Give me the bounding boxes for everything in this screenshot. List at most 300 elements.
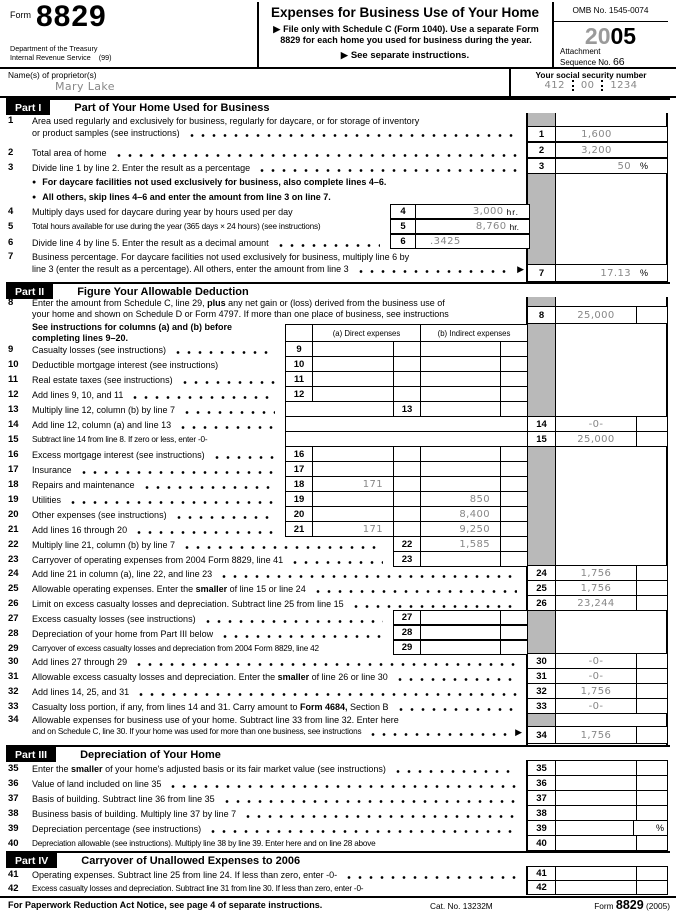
line-number: 2	[8, 147, 14, 158]
line-11-direct-input[interactable]	[312, 371, 394, 387]
line-17-direct-input[interactable]	[312, 461, 394, 477]
line-33-pre: Casualty loss portion, if any, from lines 14 and 31. Carry amount to	[32, 702, 300, 712]
dot-leader	[185, 546, 383, 549]
line-24-box	[527, 565, 668, 581]
line-5-row	[8, 221, 388, 233]
line-16-direct-cents[interactable]	[393, 446, 421, 462]
line-35-cents[interactable]	[636, 761, 667, 775]
line-39-row	[8, 823, 525, 835]
line-5-box	[390, 219, 530, 234]
line-25-value[interactable]: 1,756	[580, 582, 612, 594]
line-3-label: Divide line 1 by line 2. Enter the result as a percentage	[32, 163, 251, 173]
line-30-value[interactable]: -0-	[588, 655, 604, 667]
line-31-box	[527, 668, 668, 684]
line-4-value[interactable]: 3,000	[472, 206, 504, 217]
line-21-direct-input[interactable]	[312, 521, 394, 537]
dot-leader	[223, 635, 383, 638]
line-5-label: Total hours available for use during the year (365 days × 24 hours) (see instructions)	[32, 222, 321, 231]
line-40-cents[interactable]	[636, 836, 667, 850]
line-19-indirect-cents[interactable]	[500, 491, 528, 507]
line-33-label	[32, 701, 389, 713]
line-18-indirect-cents[interactable]	[500, 476, 528, 492]
arrow-icon: ▶	[517, 264, 524, 274]
line-27-row	[8, 613, 391, 625]
dot-leader	[190, 134, 519, 137]
line-number: 38	[8, 808, 19, 819]
line-35-input[interactable]	[556, 761, 636, 775]
line-26-boxno: 26	[528, 596, 556, 610]
line-number: 29	[8, 643, 19, 654]
line-20-indirect-cents[interactable]	[500, 506, 528, 522]
line-number: 5	[8, 221, 14, 232]
line-37-input[interactable]	[556, 791, 636, 805]
dot-leader	[225, 800, 517, 803]
line-40-box	[527, 835, 668, 851]
line-35-row	[8, 763, 525, 775]
line-9-direct-input[interactable]	[312, 341, 394, 357]
line-42-row	[8, 883, 525, 895]
line-29-boxno: 29	[393, 640, 421, 655]
line-17-indirect-cents[interactable]	[500, 461, 528, 477]
line-34-cents[interactable]	[636, 727, 667, 743]
line-20-boxno: 20	[285, 506, 313, 522]
line-8-cents[interactable]	[636, 307, 667, 323]
bullet-2-text: All others, skip lines 4–6 and enter the amount from line 3 on line 7.	[42, 192, 331, 202]
line-2-label: Total area of home	[32, 148, 107, 158]
line-16-boxno: 16	[285, 446, 313, 462]
dot-leader	[171, 785, 517, 788]
line-18-indirect-input[interactable]	[420, 476, 501, 492]
line-19-label: Utilities	[32, 495, 62, 505]
line-9-label: Casualty losses (see instructions)	[32, 345, 167, 355]
line-21-indirect-value[interactable]: 9,250	[459, 523, 490, 535]
line-13-indirect-cents[interactable]	[500, 401, 528, 417]
line-11-direct-cents[interactable]	[393, 371, 421, 387]
line-number: 6	[8, 237, 14, 248]
line-number: 35	[8, 763, 19, 774]
line-42-cents[interactable]	[636, 881, 667, 894]
line-8-post: any net gain or (loss) derived from the business use of	[225, 298, 445, 308]
line-16-indirect-input[interactable]	[420, 446, 501, 462]
see-note-text: See separate instructions.	[350, 50, 470, 61]
arrow-icon: ▶	[273, 24, 281, 34]
line-36-box	[527, 775, 668, 791]
bullet-icon: ●	[32, 193, 37, 201]
line-9-row	[8, 344, 283, 356]
line-11-indirect-input[interactable]	[420, 371, 501, 387]
line-number: 19	[8, 494, 19, 505]
line-36-row	[8, 778, 525, 790]
line-13-boxno: 13	[393, 401, 421, 417]
line-15-label: Subtract line 14 from line 8. If zero or less, enter -0-	[32, 435, 208, 444]
line-39-input[interactable]	[556, 821, 633, 835]
line-9-direct-cents[interactable]	[393, 341, 421, 357]
line-33-cents[interactable]	[636, 699, 667, 713]
line-12-label: Add lines 9, 10, and 11	[32, 390, 124, 400]
line-number: 3	[8, 162, 14, 173]
line-27-boxno: 27	[393, 610, 421, 625]
line-30-cents[interactable]	[636, 654, 667, 668]
part1-bar	[6, 98, 670, 115]
footer-form-year: (2005)	[646, 901, 670, 911]
line-31-post: of line 26 or line 30	[309, 672, 388, 682]
line-number: 23	[8, 554, 19, 565]
dot-leader	[139, 693, 517, 696]
line-9-indirect-cents[interactable]	[500, 341, 528, 357]
line-29-row	[8, 643, 391, 655]
spacer	[637, 127, 667, 141]
line-17-direct-cents[interactable]	[393, 461, 421, 477]
line-23-boxno: 23	[393, 551, 421, 567]
line-25-bold: smaller	[195, 584, 228, 594]
line-35-pre: Enter the	[32, 764, 72, 774]
line-1-value[interactable]: 1,600	[581, 128, 612, 140]
line-2-row	[8, 147, 527, 159]
line-38-boxno: 38	[528, 806, 556, 820]
sequence-number: 66	[612, 56, 625, 68]
line-15-value[interactable]: 25,000	[577, 433, 615, 445]
bullet-2	[32, 192, 331, 202]
omb-rule	[553, 21, 668, 22]
line-38-label: Business basis of building. Multiply line 37 by line 7	[32, 809, 237, 819]
line-12-direct-cents[interactable]	[393, 386, 421, 402]
line-21-label: Add lines 16 through 20	[32, 525, 128, 535]
bullet-icon: ●	[32, 178, 37, 186]
line-22-input[interactable]	[420, 536, 501, 552]
line-31-cents[interactable]	[636, 669, 667, 683]
line-6-boxno: 6	[391, 235, 416, 248]
dot-leader	[399, 708, 517, 711]
line-17-label: Insurance	[32, 465, 72, 475]
line-12-indirect-input[interactable]	[420, 386, 501, 402]
ssn-part-3[interactable]: 1234	[601, 80, 644, 91]
line-24-row	[8, 568, 525, 580]
line-16-direct-input[interactable]	[312, 446, 394, 462]
line-17-boxno: 17	[285, 461, 313, 477]
dot-leader	[293, 561, 383, 564]
line-19-direct-cents[interactable]	[393, 491, 421, 507]
line-18-direct-cents[interactable]	[393, 476, 421, 492]
line-15-box	[527, 431, 668, 447]
ssn-part-2[interactable]: 00	[572, 80, 602, 91]
line-10-row	[8, 359, 283, 371]
line-3-value[interactable]: 50	[617, 160, 631, 172]
part3-title: Depreciation of Your Home	[80, 748, 221, 761]
bullet-1-text: For daycare facilities not used exclusively for business, also complete lines 4–6.	[42, 177, 387, 187]
line-10-direct-cents[interactable]	[393, 356, 421, 372]
line-8-value[interactable]: 25,000	[577, 309, 615, 321]
part2-title: Figure Your Allowable Deduction	[77, 285, 249, 298]
line-38-input[interactable]	[556, 806, 636, 820]
dot-leader	[117, 154, 519, 157]
line-1-label: Area used regularly and exclusively for business, regularly for daycare, or for storage of inventory	[32, 116, 420, 126]
line-19-direct-input[interactable]	[312, 491, 394, 507]
line-22-value[interactable]: 1,585	[459, 538, 490, 550]
line-33-box	[527, 698, 668, 714]
line-22-cents[interactable]	[500, 536, 528, 552]
line-1-box	[527, 126, 668, 142]
line-1-row2	[8, 127, 527, 139]
line-4-box	[390, 204, 530, 219]
shaded-cell	[285, 416, 528, 432]
line-14-row	[8, 419, 283, 431]
line-42-input[interactable]	[556, 881, 636, 894]
line-33-value[interactable]: -0-	[588, 700, 604, 712]
line-6-label: Divide line 4 by line 5. Enter the result as a decimal amount	[32, 238, 269, 248]
omb-number: OMB No. 1545-0074	[572, 5, 649, 15]
line-13-row	[8, 404, 283, 416]
line-27-cents[interactable]	[500, 610, 528, 625]
form-number: 8829	[36, 0, 107, 33]
line-35-post: of your home's adjusted basis or its fair market value (see instructions)	[102, 764, 386, 774]
line-25-pre: Allowable operating expenses. Enter the	[32, 584, 196, 594]
line-16-indirect-cents[interactable]	[500, 446, 528, 462]
shaded-cell	[285, 324, 313, 342]
line-41-cents[interactable]	[636, 867, 667, 880]
part3-tag: Part III	[6, 747, 56, 762]
line-7-value[interactable]: 17.13	[600, 267, 631, 279]
line-11-indirect-cents[interactable]	[500, 371, 528, 387]
line-28-boxno: 28	[393, 625, 421, 640]
line-25-cents[interactable]	[636, 581, 667, 595]
line-37-boxno: 37	[528, 791, 556, 805]
line-number: 21	[8, 524, 19, 535]
line-27-label: Excess casualty losses (see instructions)	[32, 614, 196, 624]
line-32-cents[interactable]	[636, 684, 667, 698]
line-10-indirect-cents[interactable]	[500, 356, 528, 372]
line-20-indirect-input[interactable]	[420, 506, 501, 522]
line-36-input[interactable]	[556, 776, 636, 790]
line-36-cents[interactable]	[636, 776, 667, 790]
line-24-boxno: 24	[528, 566, 556, 580]
dot-leader	[222, 575, 517, 578]
line-number: 8	[8, 297, 14, 308]
line-8-row2	[8, 308, 527, 320]
line-number: 22	[8, 539, 19, 550]
line-35-bold: smaller	[71, 764, 103, 774]
column-a-header: (a) Direct expenses	[312, 324, 421, 342]
line-38-row	[8, 808, 525, 820]
line-32-box	[527, 683, 668, 699]
ssn-part-1[interactable]: 412	[544, 80, 565, 91]
line-34-boxno: 34	[528, 727, 556, 743]
part2-tag: Part II	[6, 284, 53, 299]
dot-leader	[347, 876, 517, 879]
line-23-label: Carryover of operating expenses from 2004 Form 8829, line 41	[32, 555, 284, 565]
line-13-indirect-input[interactable]	[420, 401, 501, 417]
line-24-cents[interactable]	[636, 566, 667, 580]
line-32-value[interactable]: 1,756	[580, 685, 612, 697]
line-1-label2: or product samples (see instructions)	[32, 128, 180, 138]
dot-leader	[185, 411, 275, 414]
line-15-cents[interactable]	[636, 432, 667, 446]
line-8-note-text2: completing lines 9–20.	[32, 333, 129, 343]
line-37-box	[527, 790, 668, 806]
line-25-box	[527, 580, 668, 596]
see-note	[258, 50, 552, 61]
agency-line-1: Department of the Treasury	[10, 44, 98, 53]
line-33-bold: Form 4684,	[299, 702, 348, 712]
line-12-indirect-cents[interactable]	[500, 386, 528, 402]
line-21-direct-cents[interactable]	[393, 521, 421, 537]
dot-leader	[359, 270, 509, 273]
line-number: 7	[8, 251, 14, 262]
line-20-indirect-value[interactable]: 8,400	[459, 508, 490, 520]
shaded-cell	[285, 401, 394, 417]
line-9-boxno: 9	[285, 341, 313, 357]
line-36-label: Value of land included on line 35	[32, 779, 162, 789]
line-7-box	[527, 264, 668, 282]
line-30-row	[8, 656, 525, 668]
line-12-direct-input[interactable]	[312, 386, 394, 402]
line-number: 11	[8, 374, 19, 385]
line-40-label: Depreciation allowable (see instructions). Multiply line 38 by line 39. Enter here and on line 28 above	[32, 839, 376, 848]
line-6-value[interactable]: .3425	[430, 236, 461, 247]
line-2-boxno: 2	[528, 143, 556, 157]
line-25-label	[32, 583, 306, 595]
line-34-label: Allowable expenses for business use of your home. Subtract line 33 from line 32. Enter here	[32, 715, 399, 725]
line-42-label: Excess casualty losses and depreciation. Subtract line 31 from line 30. If less than zero, enter -0-	[32, 884, 364, 893]
line-number: 18	[8, 479, 19, 490]
line-38-cents[interactable]	[636, 806, 667, 820]
line-2-value[interactable]: 3,200	[581, 144, 612, 156]
line-number: 40	[8, 838, 19, 849]
line-7-label2: line 3 (enter the result as a percentage). All others, enter the amount from line 3	[32, 264, 349, 274]
line-number: 36	[8, 778, 19, 789]
sequence-text: Sequence No.	[560, 58, 611, 67]
line-28-label: Depreciation of your home from Part III below	[32, 629, 214, 639]
part4-tag: Part IV	[6, 853, 57, 868]
line-31-label	[32, 671, 388, 683]
line-21-direct-value[interactable]: 171	[362, 523, 383, 535]
line-35-boxno: 35	[528, 761, 556, 775]
dot-leader	[398, 678, 517, 681]
line-31-value[interactable]: -0-	[588, 670, 604, 682]
line-18-direct-input[interactable]	[312, 476, 394, 492]
line-14-cents[interactable]	[636, 417, 667, 431]
line-24-label: Add line 21 in column (a), line 22, and line 23	[32, 569, 213, 579]
line-2-box	[527, 142, 668, 158]
part1-tag: Part I	[6, 100, 50, 115]
line-35-label	[32, 763, 386, 775]
line-number: 9	[8, 344, 14, 355]
catalog-number: Cat. No. 13232M	[430, 901, 493, 911]
line-21-indirect-input[interactable]	[420, 521, 501, 537]
line-28-cents[interactable]	[500, 625, 528, 640]
line-37-cents[interactable]	[636, 791, 667, 805]
line-21-indirect-cents[interactable]	[500, 521, 528, 537]
line-39-unit: %	[655, 823, 664, 833]
line-17-indirect-input[interactable]	[420, 461, 501, 477]
line-40-input[interactable]	[556, 836, 636, 850]
line-10-direct-input[interactable]	[312, 356, 394, 372]
line-27-input[interactable]	[420, 610, 501, 625]
line-3-unit: %	[640, 161, 649, 171]
line-7-row	[8, 251, 527, 263]
line-34-label2: and on Schedule C, line 30. If your home was used for more than one business, see instructions	[32, 727, 362, 736]
line-4-label: Multiply days used for daycare during year by hours used per day	[32, 207, 293, 217]
line-12-boxno: 12	[285, 386, 313, 402]
line-24-value[interactable]: 1,756	[580, 567, 612, 579]
line-34-value[interactable]: 1,756	[580, 729, 612, 741]
attachment-label: Attachment	[560, 47, 601, 56]
line-5-value[interactable]: 8,760	[475, 221, 507, 232]
line-29-input[interactable]	[420, 640, 501, 655]
sequence-label	[560, 56, 625, 68]
line-14-label: Add line 12, column (a) and line 13	[32, 420, 172, 430]
line-26-value[interactable]: 23,244	[577, 597, 615, 609]
line-30-label: Add lines 27 through 29	[32, 657, 128, 667]
line-41-input[interactable]	[556, 867, 636, 880]
line-28-input[interactable]	[420, 625, 501, 640]
line-30-box	[527, 653, 668, 669]
line-18-direct-value[interactable]: 171	[362, 478, 383, 490]
line-8-note-text: See instructions for columns (a) and (b) before	[32, 322, 233, 332]
dot-leader	[177, 516, 275, 519]
line-29-cents[interactable]	[500, 640, 528, 655]
line-19-boxno: 19	[285, 491, 313, 507]
shaded-cell	[527, 324, 556, 416]
line-26-box	[527, 595, 668, 611]
line-9-indirect-input[interactable]	[420, 341, 501, 357]
line-7-label: Business percentage. For daycare facilities not used exclusively for business, multiply line 6 by	[32, 252, 410, 262]
line-number: 25	[8, 583, 19, 594]
line-8-boxno: 8	[528, 307, 556, 323]
line-number: 37	[8, 793, 19, 804]
line-number: 28	[8, 628, 19, 639]
line-8-bold: plus	[207, 298, 226, 308]
line-19-indirect-input[interactable]	[420, 491, 501, 507]
line-20-row	[8, 509, 283, 521]
dot-leader	[396, 770, 517, 773]
line-10-boxno: 10	[285, 356, 313, 372]
line-20-direct-input[interactable]	[312, 506, 394, 522]
line-26-cents[interactable]	[636, 596, 667, 610]
dot-leader	[82, 471, 275, 474]
column-b-header: (b) Indirect expenses	[420, 324, 528, 342]
line-15-row	[8, 434, 283, 446]
line-20-label: Other expenses (see instructions)	[32, 510, 167, 520]
arrow-icon: ▶	[515, 727, 522, 737]
ssn-input[interactable]	[514, 80, 668, 91]
line-20-direct-cents[interactable]	[393, 506, 421, 522]
spacer	[637, 143, 667, 157]
line-40-boxno: 40	[528, 836, 556, 850]
line-23-cents[interactable]	[500, 551, 528, 567]
dot-leader	[133, 396, 275, 399]
tax-year	[553, 23, 668, 50]
line-number: 10	[8, 359, 19, 370]
line-17-row	[8, 464, 283, 476]
line-number: 34	[8, 714, 19, 725]
line-number: 39	[8, 823, 19, 834]
line-30-boxno: 30	[528, 654, 556, 668]
line-number: 12	[8, 389, 19, 400]
name-input[interactable]: Mary Lake	[55, 80, 115, 93]
line-14-value[interactable]: -0-	[588, 418, 604, 430]
line-32-label: Add lines 14, 25, and 31	[32, 687, 130, 697]
line-23-input[interactable]	[420, 551, 501, 567]
line-10-indirect-input[interactable]	[420, 356, 501, 372]
line-41-row	[8, 869, 525, 881]
line-12-row	[8, 389, 283, 401]
file-note-text: File only with Schedule C (Form 1040). Use a separate Form 8829 for each home you used for business during the year.	[280, 24, 539, 45]
line-22-boxno: 22	[393, 536, 421, 552]
line-19-indirect-value[interactable]: 850	[469, 493, 490, 505]
line-42-box	[527, 880, 668, 895]
line-3-box	[527, 158, 668, 174]
shaded-cell	[527, 174, 556, 264]
